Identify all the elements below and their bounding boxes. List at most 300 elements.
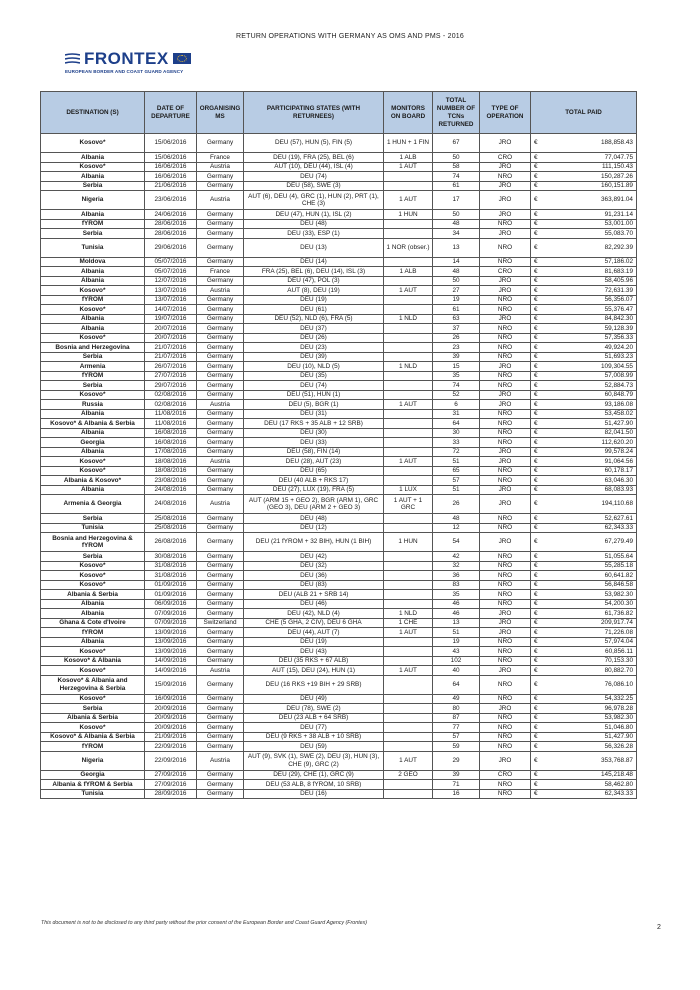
cell-organising-ms: Germany [197, 533, 244, 552]
cell-total-returned: 74 [433, 172, 480, 182]
cell-destination: Albania & Serbia [41, 713, 145, 723]
cell-total-returned: 74 [433, 381, 480, 391]
cell-destination: Albania [41, 599, 145, 609]
cell-destination: Tunisia [41, 523, 145, 533]
cell-date: 14/07/2016 [145, 305, 197, 315]
cell-total-returned: 80 [433, 704, 480, 714]
table-row [41, 457, 637, 467]
cell-total-paid: 209,917.74 [546, 618, 637, 628]
cell-total-paid: 150,287.26 [546, 172, 637, 182]
disclosure-note: This document is not to be disclosed to any third party without the prior consent of the European Border and Coast Guard Agency (Frontex) [41, 920, 368, 926]
cell-operation-type: NRO [480, 466, 531, 476]
cell-operation-type: NRO [480, 219, 531, 229]
cell-destination: Kosovo* [41, 305, 145, 315]
cell-currency: € [531, 571, 546, 581]
cell-destination: Albania [41, 609, 145, 619]
cell-total-paid: 80,882.70 [546, 666, 637, 676]
cell-participating-states: DEU (52), NLD (6), FRA (5) [244, 314, 384, 324]
cell-date: 17/08/2016 [145, 447, 197, 457]
cell-organising-ms: Germany [197, 134, 244, 153]
cell-organising-ms: Germany [197, 647, 244, 657]
table-row [41, 191, 637, 210]
table-row [41, 476, 637, 486]
table-row [41, 599, 637, 609]
table-row [41, 295, 637, 305]
cell-total-returned: 19 [433, 637, 480, 647]
cell-total-returned: 27 [433, 286, 480, 296]
cell-date: 01/09/2016 [145, 580, 197, 590]
cell-currency: € [531, 438, 546, 448]
cell-total-paid: 194,110.68 [546, 495, 637, 514]
cell-participating-states: DEU (10), NLD (5) [244, 362, 384, 372]
cell-organising-ms: France [197, 153, 244, 163]
cell-organising-ms: Germany [197, 314, 244, 324]
cell-participating-states: DEU (51), HUN (1) [244, 390, 384, 400]
cell-organising-ms: Germany [197, 419, 244, 429]
cell-date: 15/06/2016 [145, 153, 197, 163]
cell-operation-type: NRO [480, 238, 531, 257]
cell-currency: € [531, 723, 546, 733]
cell-destination: fYROM [41, 371, 145, 381]
cell-destination: Kosovo* [41, 666, 145, 676]
cell-monitors [384, 523, 433, 533]
cell-organising-ms: Germany [197, 590, 244, 600]
col-header-destination: DESTINATION (S) [41, 92, 145, 134]
cell-total-returned: 64 [433, 419, 480, 429]
cell-destination: Albania [41, 172, 145, 182]
cell-total-paid: 61,736.82 [546, 609, 637, 619]
cell-participating-states: DEU (74) [244, 381, 384, 391]
cell-organising-ms: Germany [197, 219, 244, 229]
cell-operation-type: JRO [480, 533, 531, 552]
cell-date: 23/08/2016 [145, 476, 197, 486]
col-header-operation-type: TYPE OF OPERATION [480, 92, 531, 134]
cell-organising-ms: Germany [197, 723, 244, 733]
cell-destination: Albania [41, 324, 145, 334]
cell-participating-states: DEU (12) [244, 523, 384, 533]
frontex-wave-icon [65, 53, 80, 65]
cell-total-returned: 64 [433, 675, 480, 694]
cell-operation-type: NRO [480, 637, 531, 647]
cell-total-returned: 50 [433, 276, 480, 286]
cell-monitors [384, 590, 433, 600]
cell-participating-states: FRA (25), BEL (6), DEU (14), ISL (3) [244, 267, 384, 277]
table-row [41, 428, 637, 438]
cell-total-returned: 50 [433, 210, 480, 220]
table-row [41, 742, 637, 752]
cell-operation-type: NRO [480, 599, 531, 609]
cell-currency: € [531, 656, 546, 666]
cell-total-returned: 6 [433, 400, 480, 410]
table-row [41, 229, 637, 239]
cell-destination: Kosovo* & Albania [41, 656, 145, 666]
cell-operation-type: JRO [480, 751, 531, 770]
cell-monitors [384, 599, 433, 609]
cell-participating-states: AUT (8), DEU (19) [244, 286, 384, 296]
cell-total-returned: 58 [433, 162, 480, 172]
cell-participating-states: DEU (78), SWE (2) [244, 704, 384, 714]
col-header-participating-states: PARTICIPATING STATES (WITH RETURNEES) [244, 92, 384, 134]
cell-currency: € [531, 162, 546, 172]
cell-participating-states: DEU (16) [244, 789, 384, 799]
cell-destination: fYROM [41, 295, 145, 305]
cell-total-returned: 26 [433, 495, 480, 514]
cell-currency: € [531, 229, 546, 239]
cell-monitors: 1 AUT [384, 286, 433, 296]
cell-organising-ms: Germany [197, 552, 244, 562]
cell-operation-type: CRO [480, 267, 531, 277]
cell-total-paid: 62,343.33 [546, 789, 637, 799]
cell-participating-states: DEU (33) [244, 438, 384, 448]
cell-organising-ms: Germany [197, 742, 244, 752]
cell-date: 26/08/2016 [145, 533, 197, 552]
cell-destination: Albania & fYROM & Serbia [41, 780, 145, 790]
cell-date: 21/06/2016 [145, 181, 197, 191]
cell-monitors: 1 AUT [384, 162, 433, 172]
cell-total-returned: 48 [433, 514, 480, 524]
cell-organising-ms: Germany [197, 447, 244, 457]
cell-destination: Kosovo* & Albania & Serbia [41, 419, 145, 429]
cell-monitors [384, 580, 433, 590]
cell-total-paid: 96,978.28 [546, 704, 637, 714]
cell-operation-type: JRO [480, 618, 531, 628]
cell-total-returned: 61 [433, 305, 480, 315]
cell-monitors: 1 NLD [384, 362, 433, 372]
cell-participating-states: DEU (42) [244, 552, 384, 562]
cell-total-returned: 49 [433, 694, 480, 704]
cell-total-paid: 52,627.61 [546, 514, 637, 524]
table-row [41, 751, 637, 770]
cell-total-paid: 145,218.48 [546, 770, 637, 780]
cell-organising-ms: Germany [197, 305, 244, 315]
cell-total-paid: 76,086.10 [546, 675, 637, 694]
cell-total-returned: 83 [433, 580, 480, 590]
cell-organising-ms: Germany [197, 713, 244, 723]
cell-organising-ms: Germany [197, 371, 244, 381]
cell-monitors: 1 AUT [384, 457, 433, 467]
cell-participating-states: DEU (61) [244, 305, 384, 315]
table-row [41, 181, 637, 191]
cell-operation-type: NRO [480, 476, 531, 486]
cell-total-paid: 77,047.75 [546, 153, 637, 163]
cell-destination: Georgia [41, 770, 145, 780]
table-row [41, 694, 637, 704]
cell-organising-ms: Germany [197, 694, 244, 704]
cell-operation-type: NRO [480, 780, 531, 790]
cell-total-paid: 353,768.87 [546, 751, 637, 770]
cell-operation-type: NRO [480, 333, 531, 343]
cell-operation-type: CRO [480, 770, 531, 780]
cell-date: 11/08/2016 [145, 419, 197, 429]
cell-monitors: 1 NOR (obser.) [384, 238, 433, 257]
cell-total-returned: 33 [433, 438, 480, 448]
table-row [41, 238, 637, 257]
cell-monitors: 1 AUT [384, 666, 433, 676]
table-row [41, 514, 637, 524]
table-row [41, 257, 637, 267]
cell-organising-ms: Germany [197, 780, 244, 790]
table-row [41, 466, 637, 476]
cell-destination: Armenia & Georgia [41, 495, 145, 514]
cell-monitors [384, 742, 433, 752]
cell-operation-type: NRO [480, 305, 531, 315]
cell-date: 06/09/2016 [145, 599, 197, 609]
cell-currency: € [531, 362, 546, 372]
cell-organising-ms: Germany [197, 656, 244, 666]
cell-destination: Kosovo* [41, 134, 145, 153]
cell-currency: € [531, 409, 546, 419]
table-row [41, 609, 637, 619]
table-row [41, 618, 637, 628]
cell-currency: € [531, 637, 546, 647]
cell-monitors: 1 AUT [384, 751, 433, 770]
cell-total-paid: 72,631.39 [546, 286, 637, 296]
cell-destination: Serbia [41, 552, 145, 562]
cell-organising-ms: Germany [197, 571, 244, 581]
cell-date: 07/09/2016 [145, 609, 197, 619]
cell-total-returned: 23 [433, 343, 480, 353]
table-row [41, 789, 637, 799]
cell-organising-ms: Germany [197, 295, 244, 305]
cell-monitors [384, 181, 433, 191]
table-row [41, 286, 637, 296]
cell-date: 22/09/2016 [145, 742, 197, 752]
cell-date: 20/09/2016 [145, 723, 197, 733]
cell-currency: € [531, 742, 546, 752]
cell-total-paid: 59,128.39 [546, 324, 637, 334]
cell-participating-states: AUT (ARM 15 + GEO 2), BGR (ARM 1), GRC (GEO 3), DEU (ARM 2 + GEO 3) [244, 495, 384, 514]
cell-total-returned: 67 [433, 134, 480, 153]
table-row [41, 438, 637, 448]
cell-destination: Albania [41, 267, 145, 277]
cell-total-paid: 53,982.30 [546, 590, 637, 600]
cell-total-paid: 56,356.07 [546, 295, 637, 305]
cell-participating-states: AUT (6), DEU (4), GRC (1), HUN (2), PRT (1), CHE (3) [244, 191, 384, 210]
cell-destination: Armenia [41, 362, 145, 372]
cell-monitors [384, 343, 433, 353]
cell-total-paid: 111,150.43 [546, 162, 637, 172]
cell-date: 21/07/2016 [145, 343, 197, 353]
cell-participating-states: DEU (13) [244, 238, 384, 257]
cell-monitors [384, 675, 433, 694]
cell-monitors [384, 704, 433, 714]
cell-participating-states: DEU (47), HUN (1), ISL (2) [244, 210, 384, 220]
cell-participating-states: DEU (65) [244, 466, 384, 476]
cell-monitors [384, 713, 433, 723]
cell-currency: € [531, 609, 546, 619]
cell-monitors [384, 732, 433, 742]
cell-participating-states: DEU (47), POL (3) [244, 276, 384, 286]
cell-monitors [384, 219, 433, 229]
cell-total-paid: 112,620.20 [546, 438, 637, 448]
cell-date: 20/09/2016 [145, 713, 197, 723]
cell-total-paid: 55,083.70 [546, 229, 637, 239]
cell-currency: € [531, 713, 546, 723]
cell-destination: Albania [41, 314, 145, 324]
cell-currency: € [531, 238, 546, 257]
cell-total-paid: 56,846.58 [546, 580, 637, 590]
cell-operation-type: NRO [480, 257, 531, 267]
table-row [41, 343, 637, 353]
frontex-logo [65, 50, 205, 80]
cell-total-returned: 63 [433, 314, 480, 324]
cell-operation-type: NRO [480, 789, 531, 799]
cell-total-returned: 51 [433, 628, 480, 638]
cell-total-returned: 17 [433, 191, 480, 210]
cell-participating-states: DEU (42), NLD (4) [244, 609, 384, 619]
eu-flag-icon [173, 53, 191, 64]
cell-operation-type: NRO [480, 647, 531, 657]
cell-destination: Albania [41, 276, 145, 286]
cell-total-paid: 60,856.11 [546, 647, 637, 657]
table-row [41, 134, 637, 153]
cell-total-returned: 54 [433, 533, 480, 552]
cell-date: 05/07/2016 [145, 257, 197, 267]
cell-total-returned: 15 [433, 362, 480, 372]
cell-date: 28/06/2016 [145, 219, 197, 229]
cell-date: 16/06/2016 [145, 172, 197, 182]
cell-total-returned: 36 [433, 571, 480, 581]
cell-operation-type: CRO [480, 153, 531, 163]
cell-operation-type: NRO [480, 371, 531, 381]
col-header-monitors: MONITORS ON BOARD [384, 92, 433, 134]
cell-participating-states: DEU (19), FRA (25), BEL (6) [244, 153, 384, 163]
cell-participating-states: AUT (10), DEU (44), ISL (4) [244, 162, 384, 172]
cell-destination: Serbia [41, 704, 145, 714]
table-row [41, 362, 637, 372]
cell-operation-type: JRO [480, 276, 531, 286]
cell-monitors [384, 438, 433, 448]
cell-organising-ms: Germany [197, 276, 244, 286]
cell-participating-states: DEU (74) [244, 172, 384, 182]
cell-date: 13/09/2016 [145, 637, 197, 647]
table-row [41, 324, 637, 334]
cell-organising-ms: Germany [197, 466, 244, 476]
page-number: 2 [657, 924, 661, 931]
cell-total-paid: 51,693.23 [546, 352, 637, 362]
cell-destination: Kosovo* [41, 162, 145, 172]
cell-operation-type: NRO [480, 343, 531, 353]
cell-organising-ms: Germany [197, 476, 244, 486]
cell-organising-ms: Germany [197, 390, 244, 400]
cell-destination: Albania [41, 428, 145, 438]
cell-date: 23/06/2016 [145, 191, 197, 210]
cell-organising-ms: Germany [197, 609, 244, 619]
cell-destination: Kosovo* [41, 647, 145, 657]
cell-monitors: 1 AUT [384, 628, 433, 638]
cell-destination: Kosovo* & Albania & Serbia [41, 732, 145, 742]
cell-participating-states: DEU (14) [244, 257, 384, 267]
table-row [41, 276, 637, 286]
cell-monitors: 1 LUX [384, 485, 433, 495]
cell-participating-states: CHE (5 GHA, 2 CIV), DEU 6 GHA [244, 618, 384, 628]
cell-participating-states: DEU (16 RKS +19 BIH + 29 SRB) [244, 675, 384, 694]
cell-date: 15/09/2016 [145, 675, 197, 694]
cell-organising-ms: Germany [197, 181, 244, 191]
cell-operation-type: JRO [480, 191, 531, 210]
cell-total-paid: 55,285.18 [546, 561, 637, 571]
cell-total-paid: 58,405.96 [546, 276, 637, 286]
cell-total-returned: 13 [433, 238, 480, 257]
cell-total-returned: 19 [433, 295, 480, 305]
cell-participating-states: DEU (19) [244, 637, 384, 647]
cell-participating-states: DEU (28), AUT (23) [244, 457, 384, 467]
cell-date: 07/09/2016 [145, 618, 197, 628]
cell-date: 27/09/2016 [145, 780, 197, 790]
cell-total-paid: 51,055.64 [546, 552, 637, 562]
cell-operation-type: NRO [480, 523, 531, 533]
cell-destination: fYROM [41, 628, 145, 638]
table-row [41, 704, 637, 714]
cell-total-returned: 59 [433, 742, 480, 752]
cell-total-paid: 188,858.43 [546, 134, 637, 153]
cell-monitors: 1 AUT [384, 191, 433, 210]
cell-currency: € [531, 628, 546, 638]
cell-participating-states: DEU (30) [244, 428, 384, 438]
cell-currency: € [531, 295, 546, 305]
cell-date: 25/08/2016 [145, 514, 197, 524]
cell-monitors [384, 428, 433, 438]
cell-total-paid: 82,041.50 [546, 428, 637, 438]
cell-participating-states: AUT (9), SVK (1), SWE (2), DEU (3), HUN (3), CHE (9), GRC (2) [244, 751, 384, 770]
cell-monitors [384, 390, 433, 400]
cell-total-paid: 71,226.08 [546, 628, 637, 638]
table-row [41, 552, 637, 562]
cell-organising-ms: Germany [197, 409, 244, 419]
cell-currency: € [531, 267, 546, 277]
cell-operation-type: NRO [480, 514, 531, 524]
table-row [41, 153, 637, 163]
cell-date: 13/09/2016 [145, 628, 197, 638]
cell-participating-states: AUT (15), DEU (24), HUN (1) [244, 666, 384, 676]
cell-organising-ms: Germany [197, 362, 244, 372]
cell-total-paid: 91,064.56 [546, 457, 637, 467]
cell-monitors: 1 HUN + 1 FIN [384, 134, 433, 153]
cell-currency: € [531, 561, 546, 571]
cell-destination: Kosovo* [41, 466, 145, 476]
cell-total-returned: 31 [433, 409, 480, 419]
table-row [41, 637, 637, 647]
cell-monitors [384, 295, 433, 305]
cell-destination: Serbia [41, 352, 145, 362]
cell-destination: Kosovo* [41, 286, 145, 296]
table-row [41, 561, 637, 571]
cell-total-paid: 60,641.82 [546, 571, 637, 581]
cell-currency: € [531, 694, 546, 704]
cell-operation-type: JRO [480, 314, 531, 324]
cell-total-returned: 48 [433, 267, 480, 277]
cell-destination: Albania & Kosovo* [41, 476, 145, 486]
cell-date: 20/07/2016 [145, 324, 197, 334]
cell-date: 31/08/2016 [145, 561, 197, 571]
cell-participating-states: DEU (29), CHE (1), GRC (9) [244, 770, 384, 780]
cell-organising-ms: Germany [197, 523, 244, 533]
cell-destination: Russia [41, 400, 145, 410]
cell-total-paid: 99,578.24 [546, 447, 637, 457]
cell-participating-states: DEU (27), LUX (19), FRA (5) [244, 485, 384, 495]
cell-total-returned: 12 [433, 523, 480, 533]
cell-currency: € [531, 286, 546, 296]
cell-date: 27/09/2016 [145, 770, 197, 780]
cell-total-returned: 72 [433, 447, 480, 457]
cell-date: 19/07/2016 [145, 314, 197, 324]
cell-currency: € [531, 276, 546, 286]
cell-date: 20/09/2016 [145, 704, 197, 714]
cell-participating-states: DEU (17 RKS + 35 ALB + 12 SRB) [244, 419, 384, 429]
cell-operation-type: JRO [480, 390, 531, 400]
cell-operation-type: JRO [480, 134, 531, 153]
cell-participating-states: DEU (77) [244, 723, 384, 733]
